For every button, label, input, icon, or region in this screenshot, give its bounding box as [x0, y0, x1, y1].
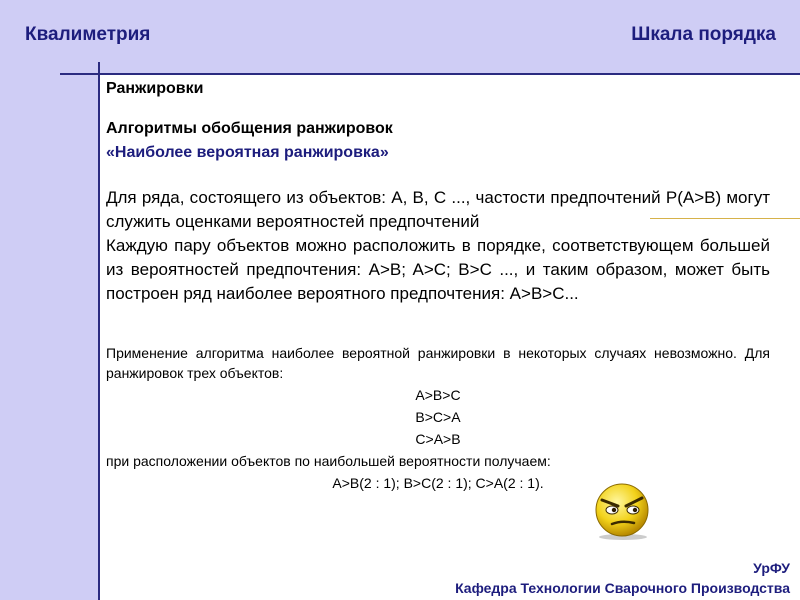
algorithm-subtitle: «Наиболее вероятная ранжировка» — [106, 144, 389, 161]
result-line: A>B(2 : 1); B>C(2 : 1); C>A(2 : 1). — [332, 475, 544, 491]
paragraph-pairs: Каждую пару объектов можно расположить в порядке, соответствующем большей из вероятностей предпочтения: A>B; A>C; B>C ..., и таким образом, может быть построен ряд наиболее вероятного предпочтения: A>B>C... — [106, 236, 770, 303]
vertical-divider — [98, 62, 100, 600]
ranking-line-3: C>A>B — [415, 431, 461, 447]
footer-department: Кафедра Технологии Сварочного Производства — [455, 580, 790, 596]
algorithm-title: Алгоритмы обобщения ранжировок — [106, 120, 393, 137]
suspicious-smiley-icon — [590, 480, 656, 540]
horizontal-divider — [60, 73, 800, 75]
ranking-line-1: A>B>C — [415, 387, 461, 403]
header-right-title: Шкала порядка — [631, 24, 776, 45]
paragraph-application: Применение алгоритма наиболее вероятной ранжировки в некоторых случаях невозможно. Для ранжировок трех объектов: — [106, 345, 770, 381]
paragraph-frequencies: Для ряда, состоящего из объектов: A, B, C ..., частости предпочтений P(A>B) могут служить оценками вероятностей предпочтений — [106, 188, 770, 231]
header-left-title: Квалиметрия — [25, 24, 151, 45]
paragraph-result-intro: при расположении объектов по наибольшей вероятности получаем: — [106, 453, 551, 469]
footer-org: УрФУ — [753, 560, 790, 576]
left-sidebar — [0, 74, 99, 600]
ranking-line-2: B>C>A — [415, 409, 461, 425]
section-title: Ранжировки — [106, 80, 204, 97]
header-bar — [0, 0, 800, 74]
